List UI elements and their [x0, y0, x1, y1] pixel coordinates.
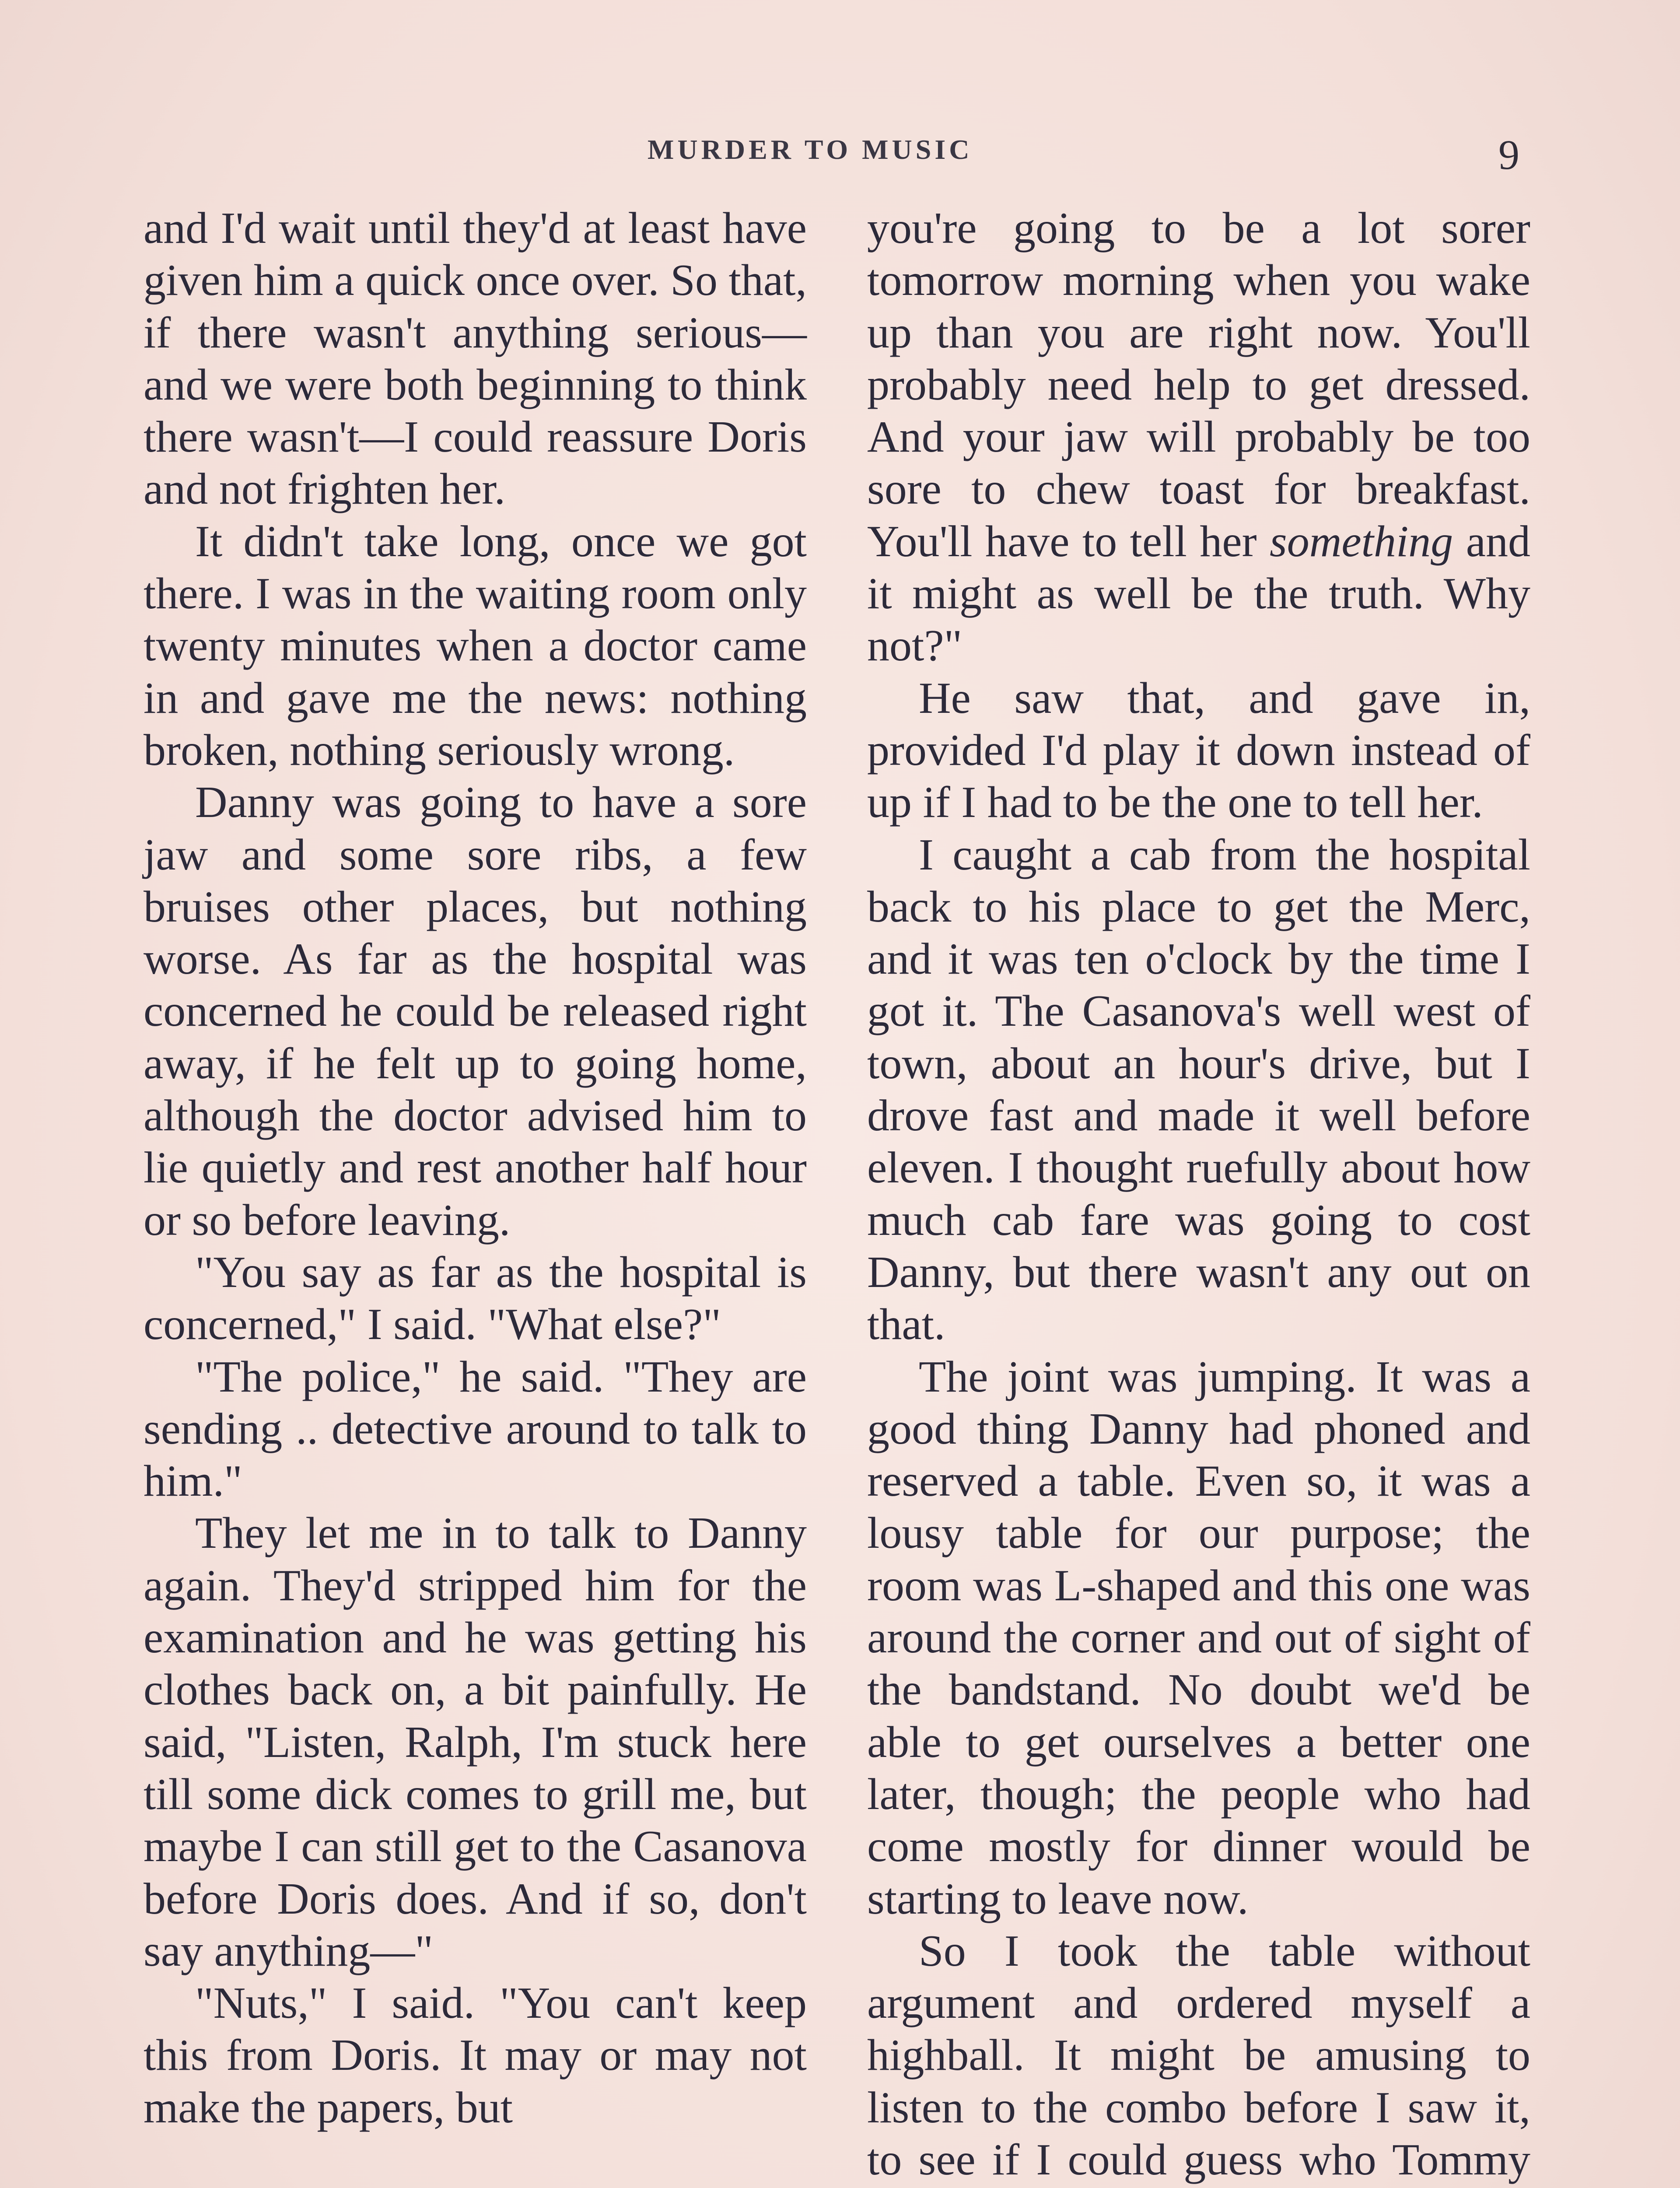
- left-column: [144, 202, 807, 2134]
- paragraph: He saw that, and gave in, provided I'd play it down instead of up if I had to be the one to tell her.: [867, 673, 1530, 828]
- paragraph: and I'd wait until they'd at least have given him a quick once over. So that, if there wasn't anything serious—and we were both beginning to think there wasn't—I could reassure Doris and not frighten her.: [144, 203, 807, 514]
- paragraph-text: you're going to be a lot sorer tomorrow morning when you wake up than you are right now. You'll probably need help to get dressed. And your jaw will probably be too sore to chew toast for breakfast. You'll have to tell her: [867, 203, 1530, 566]
- paragraph: [867, 202, 1530, 672]
- right-column: [867, 202, 1530, 2188]
- paragraph: So I took the table without argument and ordered myself a highball. It might be amusing to listen to the combo before I saw it, to see if I could guess who Tommy: [867, 1926, 1530, 2184]
- paragraph: They let me in to talk to Danny again. They'd stripped him for the examination and he was getting his clothes back on, a bit painfully. He said, "Listen, Ralph, I'm stuck here till some dick comes to grill me, but maybe I can still get to the Casanova before Doris does. And if so, don't say anything—": [144, 1508, 807, 1976]
- page-number: 9: [1498, 131, 1519, 178]
- paragraph: The joint was jumping. It was a good thing Danny had phoned and reserved a table. Even so, it was a lousy table for our purpose; the room was L-shaped and this one was around the corner and out of sight of the bandstand. No doubt we'd be able to get ourselves a better one later, though; the people who had come mostly for dinner would be starting to leave now.: [867, 1352, 1530, 1924]
- paragraph: I caught a cab from the hospital back to his place to get the Merc, and it was ten o'clock by the time I got it. The Casanova's well west of town, about an hour's drive, but I drove fast and made it well before eleven. I thought ruefully about how much cab fare was going to cost Danny, but there wasn't any out on that.: [867, 830, 1530, 1350]
- paragraph: "You say as far as the hospital is concerned," I said. "What else?": [144, 1247, 807, 1350]
- paragraph: It didn't take long, once we got there. I was in the waiting room only twenty minutes when a doctor came in and gave me the news: nothing broken, nothing seriously wrong.: [144, 516, 807, 775]
- emphasized-word: something: [1270, 516, 1453, 566]
- paragraph: Danny was going to have a sore jaw and some sore ribs, a few bruises other places, but nothing worse. As far as the hospital was concerned he could be released right away, if he felt up to going home, although the doctor advised him to lie quietly and rest another half hour or so before leaving.: [144, 778, 807, 1245]
- running-title: MURDER TO MUSIC: [648, 134, 973, 165]
- paragraph-text: and it might as well be the truth. Why not?": [867, 516, 1530, 671]
- paragraph: "Nuts," I said. "You can't keep this from Doris. It may or may not make the papers, but: [144, 1978, 807, 2132]
- paragraph: "The police," he said. "They are sending .. detective around to talk to him.": [144, 1352, 807, 1506]
